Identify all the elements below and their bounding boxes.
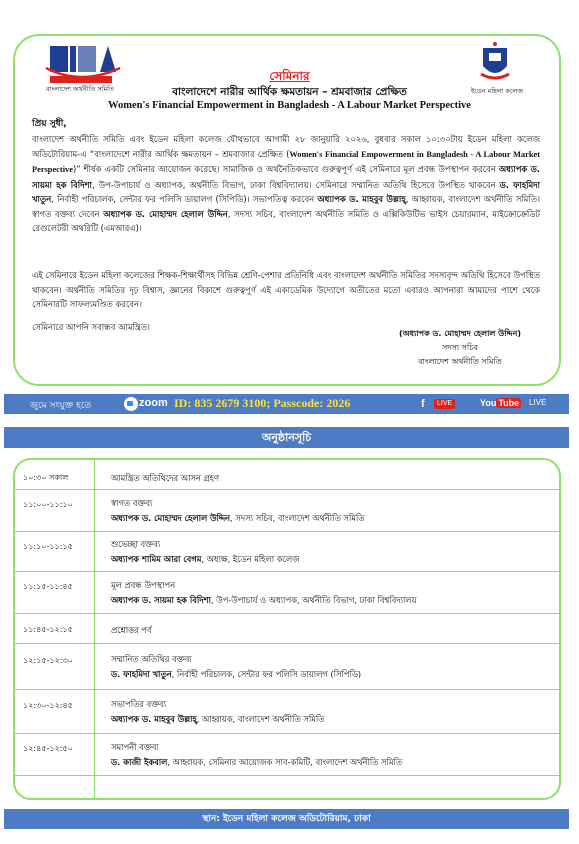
- para1-text-c: )” শীর্ষক একটি সেমিনার আয়োজন করেছে। সামাজিক ও অর্থনৈতিকভাবে গুরুত্বপূর্ণ এই সেমিনারে মূল প্রবন্ধ উপস্থাপন করবেন: [72, 164, 499, 174]
- para1-text-a: বাংলাদেশ অর্থনীতি সমিতি এবং ইডেন মহিলা কলেজ যৌথভাবে আগামী ২৮ জানুয়ারি ২০২৬, বুধবার সকাল ১০:৩০টায় ইডেন মহিলা কলেজ অডিটোরিয়াম-এ “বাংলাদেশে নারীর আর্থিক ক্ষমতায়ন – শ্রমবাজার প্রেক্ষিত (: [32, 134, 540, 159]
- table-row: [15, 490, 559, 532]
- row-speaker: ড. ফাহমিদা খাতুন, নির্বাহী পরিচালক, সেন্টার ফর পলিসি ডায়ালগ (সিপিডি): [111, 669, 362, 679]
- youtube-live-label[interactable]: LIVE: [529, 398, 547, 407]
- facebook-live-badge[interactable]: LIVE: [434, 399, 455, 409]
- row-title: মূল প্রবন্ধ উপস্থাপন: [111, 580, 176, 590]
- row-time: ১১:৪৫-১২:১৫: [23, 625, 73, 634]
- row-time: ১১:১০-১১:১৫: [23, 542, 73, 551]
- zoom-info-bar: জুমে সংযুক্ত হতে zoom ID: 835 2679 3100; Passcode: 2026 f LIVE You Tube LIVE: [4, 394, 569, 414]
- row-time: ১১:০০-১১:১০: [23, 500, 73, 509]
- title-bengali: বাংলাদেশে নারীর আর্থিক ক্ষমতায়ন – শ্রমবাজার প্রেক্ষিত: [172, 86, 407, 98]
- zoom-meeting-info[interactable]: ID: 835 2679 3100; Passcode: 2026: [174, 396, 351, 410]
- row-time: ১১:১৫-১১:৪৫: [23, 582, 73, 591]
- table-row: [15, 532, 559, 572]
- programme-heading: অনুষ্ঠানসূচি: [4, 427, 569, 448]
- row-time: ১০:৩০ সকাল: [23, 473, 69, 482]
- row-speaker: অধ্যাপক ড. মোহাম্মদ হেলাল উদ্দিন, সদস্য সচিব, বাংলাদেশ অর্থনীতি সমিতি: [111, 513, 365, 523]
- table-row: [15, 460, 559, 490]
- para1-english-title: Women's Financial Empowerment in Bangladesh - A Labour Market Perspective: [32, 149, 540, 174]
- para1-text-e: , উপ-উপাচার্য ও অধ্যাপক, অর্থনীতি বিভাগ, ঢাকা বিশ্ববিদ্যালয়। সেমিনারে সম্মানিত অতিথি হিসেবে উপস্থিত থাকবেন: [91, 179, 500, 190]
- venue-bar: স্থান: ইডেন মহিলা কলেজ অডিটোরিয়াম, ঢাকা: [4, 809, 569, 829]
- guest-of-honour: ড. ফাহমিদা খাতুন: [32, 179, 540, 204]
- chair-person: অধ্যাপক ড. মাহবুব উল্লাহ্: [317, 194, 406, 204]
- row-speaker: অধ্যাপক ড. মাহবুব উল্লাহ্, আহ্বায়ক, বাংলাদেশ অর্থনীতি সমিতি: [111, 714, 325, 724]
- signatory-name: (অধ্যাপক ড. মোহাম্মদ হেলাল উদ্দিন): [398, 329, 522, 338]
- welcome-speaker: অধ্যাপক ড. মোহাম্মদ হেলাল উদ্দিন: [103, 208, 228, 219]
- table-row: [15, 734, 559, 776]
- row-title: আমন্ত্রিত অতিথিদের আসন গ্রহণ: [111, 473, 220, 483]
- invitation-paragraph-2: এই সেমিনারে ইডেন মহিলা কলেজের শিক্ষক-শিক্ষার্থীসহ বিভিন্ন শ্রেণি-পেশার প্রতিনিধি এবং বাংলাদেশ অর্থনীতি সমিতির সদস্যবৃন্দ অতিথি হিসেবে উপস্থিত থাকবেন। অর্থনীতি সমিতির দৃঢ় বিশ্বাস, জ্ঞানের বিকাশে গুরুত্বপূর্ণ এই একাডেমিক উদ্যোগে অতীতের মতো এবারও আপনারা আমাদের পাশে থেকে সেমিনারটি সাফল্যমণ্ডিত করবেন।: [32, 270, 540, 309]
- table-row: [15, 644, 559, 690]
- facebook-icon[interactable]: f: [421, 398, 425, 410]
- row-title: সম্মানিত অতিথির বক্তব্য: [111, 654, 192, 664]
- programme-table: [13, 458, 561, 800]
- row-title: প্রশ্নোত্তর পর্ব: [111, 625, 152, 635]
- row-speaker: অধ্যাপক ড. সায়মা হক বিদিশা, উপ-উপাচার্য ও অধ্যাপক, অর্থনীতি বিভাগ, ঢাকা বিশ্ববিদ্যালয়: [111, 595, 417, 605]
- zoom-join-label: জুমে সংযুক্ত হতে: [30, 401, 92, 411]
- table-row: [15, 690, 559, 734]
- row-time: ১২:১৫-১২:৩০: [23, 656, 73, 665]
- seminar-label: সেমিনার: [269, 69, 310, 83]
- row-title: শুভেচ্ছা বক্তব্য: [111, 539, 161, 549]
- title-english: Women's Financial Empowerment in Bangladesh - A Labour Market Perspective: [108, 100, 471, 111]
- keynote-speaker: অধ্যাপক ড. সায়মা হক বিদিশা: [32, 164, 540, 190]
- row-time: ১২:৪৫-১২:৫০: [23, 744, 73, 753]
- para1-text-i: , আহ্বায়ক, বাংলাদেশ অর্থনীতি সমিতি। স্বাগত বক্তব্য দেবেন: [32, 194, 540, 219]
- bea-caption: বাংলাদেশ অর্থনীতি সমিতি: [46, 85, 114, 93]
- table-row: [15, 572, 559, 614]
- row-speaker: অধ্যাপক শামিম আরা বেগম, অধ্যক্ষ, ইডেন মহিলা কলেজ: [111, 554, 300, 564]
- para1-text-k: , সদস্য সচিব, বাংলাদেশ অর্থনীতি সমিতি ও এক্সিকিউটিভ ভাইস চেয়ারম্যান, মাইক্রোক্রেডিট রেগুলেটরী অথরিটি (এমআরএ)।: [32, 208, 540, 233]
- youtube-icon[interactable]: You Tube: [480, 398, 520, 408]
- signatory-org: বাংলাদেশ অর্থনীতি সমিতি: [418, 357, 502, 366]
- row-title: স্বাগত বক্তব্য: [111, 498, 153, 508]
- row-speaker: ড. কাজী ইকবাল, আহ্বায়ক, সেমিনার আয়োজক সাব-কমিটি, বাংলাদেশ অর্থনীতি সমিতি: [111, 757, 403, 767]
- table-row: [15, 614, 559, 644]
- para1-text-g: , নির্বাহী পরিচালক, সেন্টার ফর পলিসি ডায়ালগ (সিপিডি)। সভাপতিত্ব করবেন: [51, 194, 318, 204]
- eden-caption: ইডেন মহিলা কলেজ: [470, 87, 524, 95]
- invitation-paragraph-3: সেমিনারে আপনি সবান্ধব আমন্ত্রিত।: [32, 322, 151, 332]
- row-title: সভাপতির বক্তব্য: [111, 699, 167, 709]
- invitation-paragraph-1: [32, 132, 540, 236]
- signatory-role: সদস্য সচিব: [442, 343, 478, 352]
- row-time: ১২:৩০-১২:৪৫: [23, 701, 73, 710]
- salutation: প্রিয় সুধী,: [32, 119, 67, 129]
- row-title: সমাপনী বক্তব্য: [111, 742, 159, 752]
- table-row: [15, 776, 559, 800]
